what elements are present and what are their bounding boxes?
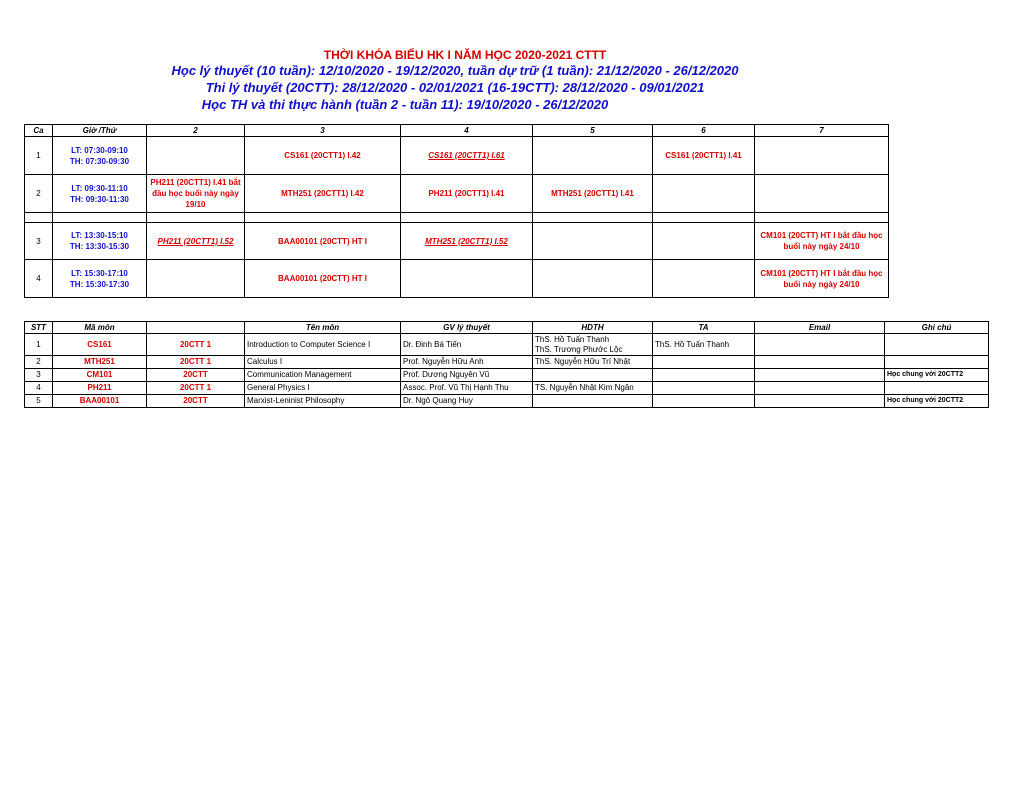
cell-day-5 (533, 137, 653, 175)
subject-email (755, 395, 885, 408)
cell-day-3: BAA00101 (20CTT) HT I (245, 223, 401, 260)
header-day-6: 6 (653, 125, 755, 137)
header-hdth: HDTH (533, 322, 653, 334)
subject-code: MTH251 (53, 356, 147, 369)
slot-time-lt: LT: 07:30-09:10 (71, 145, 128, 155)
header-time: Giờ /Thứ (53, 125, 147, 137)
header-day-2: 2 (147, 125, 245, 137)
spacer-cell (245, 213, 401, 223)
subject-class: 20CTT 1 (147, 356, 245, 369)
subject-note (885, 356, 989, 369)
subject-class: 20CTT 1 (147, 382, 245, 395)
header-lecturer: GV lý thuyết (401, 322, 533, 334)
cell-day-6 (653, 260, 755, 298)
slot-time-th: TH: 15:30-17:30 (69, 279, 130, 289)
cell-day-5 (533, 260, 653, 298)
subject-lecturer: Prof. Nguyễn Hữu Anh (401, 356, 533, 369)
subject-lecturer: Prof. Dương Nguyên Vũ (401, 369, 533, 382)
subject-hdth-2: ThS. Trương Phước Lộc (535, 344, 623, 354)
timetable (24, 124, 889, 298)
header-stt: STT (25, 322, 53, 334)
subject-hdth-1: ThS. Hồ Tuấn Thanh (535, 334, 610, 344)
subject-email (755, 334, 885, 356)
spacer-cell (25, 213, 53, 223)
subtitle-theory-period: Học lý thuyết (10 tuần): 12/10/2020 - 19/12/2020, tuần dự trữ (1 tuần): 21/12/2020 - 26/12/2020 (171, 63, 739, 78)
subjects-table (24, 321, 989, 408)
subject-stt: 3 (25, 369, 53, 382)
subject-code: CM101 (53, 369, 147, 382)
header-ta: TA (653, 322, 755, 334)
subject-ta (653, 369, 755, 382)
timetable-row (25, 137, 889, 175)
header-note: Ghi chú (885, 322, 989, 334)
subject-row (25, 382, 989, 395)
slot-time-th: TH: 07:30-09:30 (69, 156, 130, 166)
slot-number: 3 (25, 223, 53, 260)
subject-name: Introduction to Computer Science I (245, 334, 401, 356)
slot-time-lt: LT: 15:30-17:10 (71, 268, 128, 278)
slot-time (53, 260, 147, 298)
slot-time-th: TH: 09:30-11:30 (70, 194, 129, 204)
subject-name: Communication Management (245, 369, 401, 382)
slot-time (53, 137, 147, 175)
subject-stt: 4 (25, 382, 53, 395)
cell-day-7 (755, 137, 889, 175)
subject-note: Học chung với 20CTT2 (885, 395, 989, 408)
slot-number: 2 (25, 175, 53, 213)
slot-number: 4 (25, 260, 53, 298)
subject-lecturer: Dr. Đinh Bá Tiến (401, 334, 533, 356)
cell-day-4: PH211 (20CTT1) I.41 (401, 175, 533, 213)
cell-day-2 (147, 260, 245, 298)
cell-day-6 (653, 175, 755, 213)
header-name: Tên môn (245, 322, 401, 334)
cell-day-4: CS161 (20CTT1) I.61 (401, 137, 533, 175)
subtitle-exam-period: Thi lý thuyết (20CTT): 28/12/2020 - 02/01/2021 (16-19CTT): 28/12/2020 - 09/01/2021 (205, 80, 705, 95)
subject-code: CS161 (53, 334, 147, 356)
cell-day-4 (401, 260, 533, 298)
cell-day-3: MTH251 (20CTT1) I.42 (245, 175, 401, 213)
timetable-row (25, 223, 889, 260)
subject-row (25, 356, 989, 369)
subject-row (25, 369, 989, 382)
cell-day-2: PH211 (20CTT1) I.41 bắt đầu học buổi này ngày 19/10 (147, 175, 245, 213)
spacer-cell (401, 213, 533, 223)
subject-email (755, 356, 885, 369)
cell-day-6 (653, 223, 755, 260)
cell-day-4: MTH251 (20CTT1) I.52 (401, 223, 533, 260)
cell-day-7: CM101 (20CTT) HT I bắt đầu học buổi này ngày 24/10 (755, 260, 889, 298)
subject-note: Học chung với 20CTT2 (885, 369, 989, 382)
timetable-row (25, 175, 889, 213)
subject-lecturer: Dr. Ngô Quang Huy (401, 395, 533, 408)
subject-hdth (533, 334, 653, 356)
header-code: Mã môn (53, 322, 147, 334)
cell-day-3: BAA00101 (20CTT) HT I (245, 260, 401, 298)
spacer-cell (653, 213, 755, 223)
cell-day-2 (147, 137, 245, 175)
subject-email (755, 382, 885, 395)
spacer-cell (755, 213, 889, 223)
title: THỜI KHÓA BIỂU HK I NĂM HỌC 2020-2021 CTTT (323, 48, 607, 62)
subject-stt: 2 (25, 356, 53, 369)
cell-day-5: MTH251 (20CTT1) I.41 (533, 175, 653, 213)
subject-name: Calculus I (245, 356, 401, 369)
subject-stt: 1 (25, 334, 53, 356)
header-email: Email (755, 322, 885, 334)
header-day-3: 3 (245, 125, 401, 137)
header-day-4: 4 (401, 125, 533, 137)
subjects-header (25, 322, 989, 334)
slot-time (53, 223, 147, 260)
slot-time-th: TH: 13:30-15:30 (69, 242, 130, 251)
header-day-5: 5 (533, 125, 653, 137)
header-class (147, 322, 245, 334)
spacer-cell (533, 213, 653, 223)
cell-day-3: CS161 (20CTT1) I.42 (245, 137, 401, 175)
subject-hdth (533, 395, 653, 408)
cell-day-2: PH211 (20CTT1) I.52 (147, 223, 245, 260)
subject-ta: ThS. Hồ Tuấn Thanh (653, 334, 755, 356)
subject-hdth: ThS. Nguyễn Hữu Trí Nhật (533, 356, 653, 369)
subject-hdth (533, 369, 653, 382)
subject-name: General Physics I (245, 382, 401, 395)
spacer-cell (147, 213, 245, 223)
spacer-cell (53, 213, 147, 223)
subject-stt: 5 (25, 395, 53, 408)
subject-hdth: TS. Nguyễn Nhật Kim Ngân (533, 382, 653, 395)
header-ca: Ca (25, 125, 53, 137)
timetable-row (25, 260, 889, 298)
subject-class: 20CTT (147, 395, 245, 408)
subject-note (885, 382, 989, 395)
slot-time-lt: LT: 09:30-11:10 (71, 183, 128, 193)
subject-code: PH211 (53, 382, 147, 395)
header-day-7: 7 (755, 125, 889, 137)
subject-row (25, 334, 989, 356)
subject-lecturer: Assoc. Prof. Vũ Thị Hạnh Thu (401, 382, 533, 395)
timetable-header (25, 125, 889, 137)
slot-time (53, 175, 147, 213)
cell-day-5 (533, 223, 653, 260)
cell-day-6: CS161 (20CTT1) I.41 (653, 137, 755, 175)
slot-time-lt: LT: 13:30-15:10 (71, 231, 128, 240)
subject-ta (653, 395, 755, 408)
cell-day-7 (755, 175, 889, 213)
subject-code: BAA00101 (53, 395, 147, 408)
subject-ta (653, 356, 755, 369)
subject-class: 20CTT 1 (147, 334, 245, 356)
subject-note (885, 334, 989, 356)
cell-day-7: CM101 (20CTT) HT I bắt đầu học buổi này ngày 24/10 (755, 223, 889, 260)
timetable-spacer-row (25, 213, 889, 223)
subject-ta (653, 382, 755, 395)
subject-row (25, 395, 989, 408)
subject-email (755, 369, 885, 382)
subject-class: 20CTT (147, 369, 245, 382)
slot-number: 1 (25, 137, 53, 175)
subject-name: Marxist-Leninist Philosophy (245, 395, 401, 408)
subtitle-practice-period: Học TH và thi thực hành (tuần 2 - tuần 11): 19/10/2020 - 26/12/2020 (201, 97, 609, 112)
